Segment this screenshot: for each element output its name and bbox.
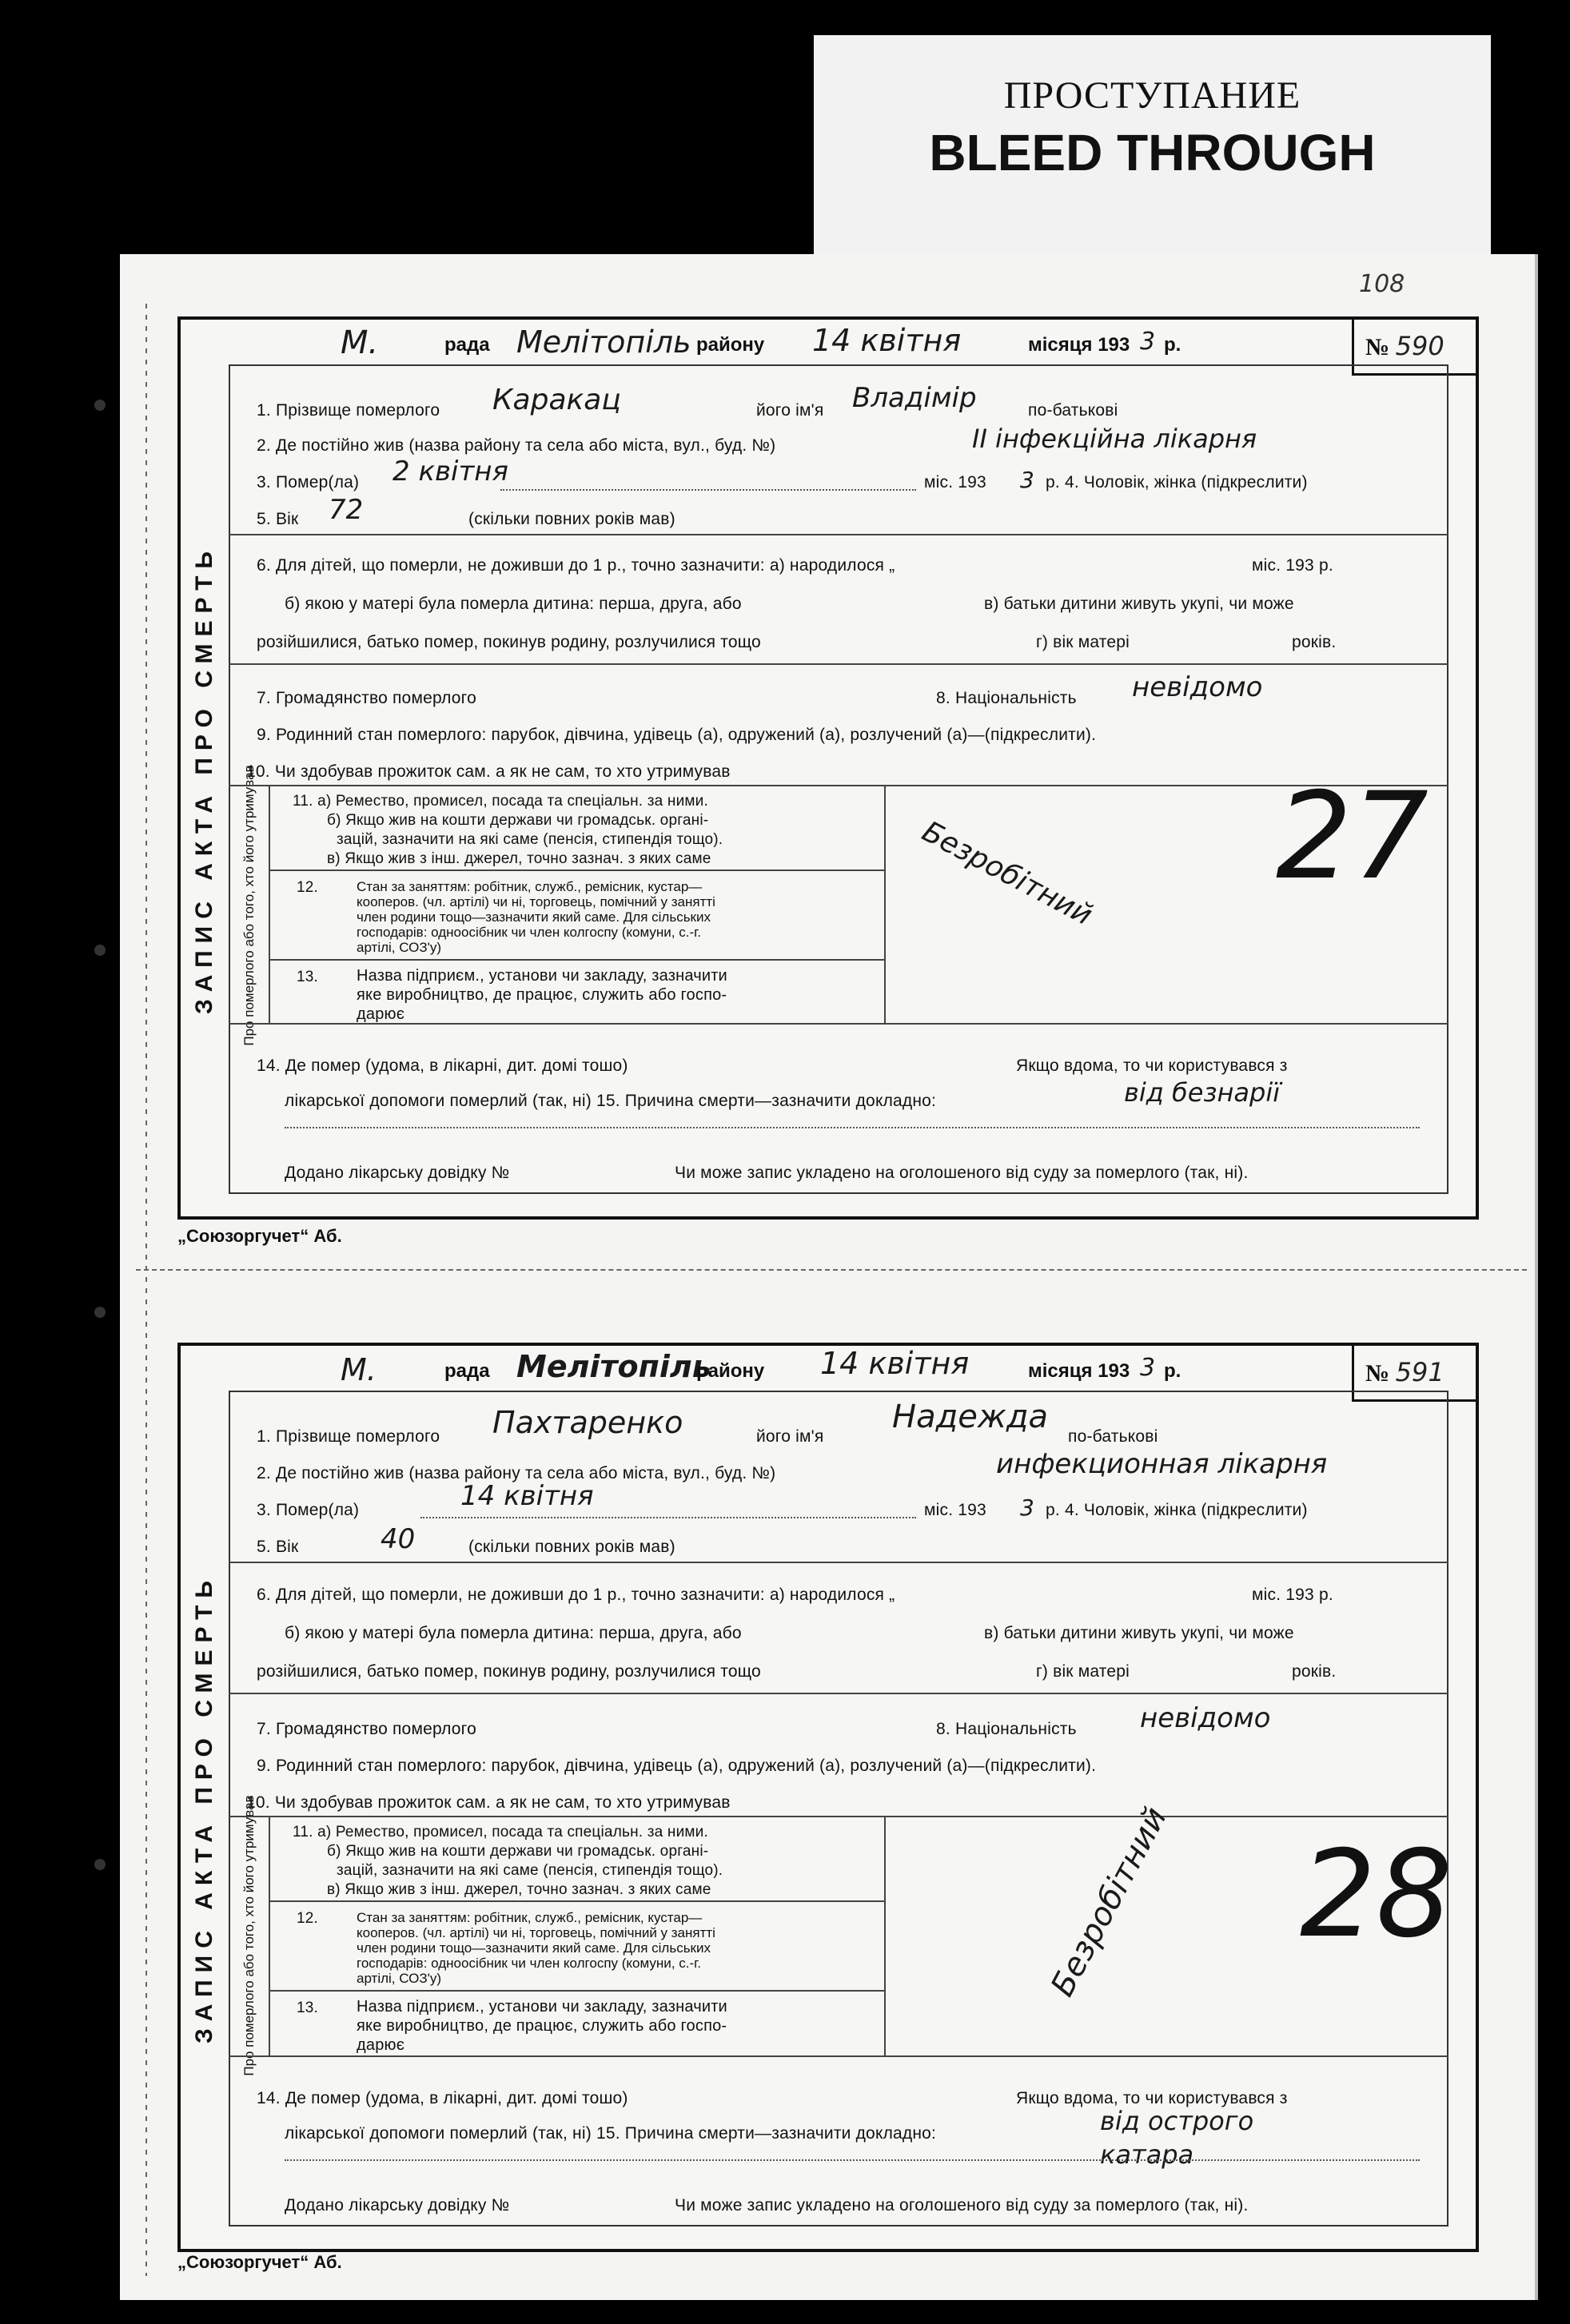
field-11b-label: б) Якщо жив на кошти держави чи громадськ. органі- (327, 1843, 709, 1860)
field-4-label: р. 4. Чоловік, жінка (підкреслити) (1046, 473, 1308, 491)
field-12-line2: кооперов. (чл. артілі) чи ні, торговець, помічний у занятті (357, 1925, 715, 1940)
field-6b-label: б) якою у матері була померла дитина: перша, друга, або (285, 595, 742, 613)
field-11c-label: в) Якщо жив з інш. джерел, точно зазнач. з яких саме (327, 1881, 711, 1898)
field-6c-cont: розійшилися, батько помер, покинув родину, розлучилися тощо (257, 633, 761, 651)
field-1-name-label: його ім'я (756, 1427, 824, 1446)
field-3-year-label: міс. 193 (924, 473, 986, 491)
number-sign: № (1365, 334, 1390, 360)
district-name: Мелітопіль (516, 1349, 711, 1384)
surname: Каракац (492, 384, 621, 416)
nationality: невідомо (1132, 671, 1263, 703)
form-side-subtitle: Про померлого або того, хто його утримував (241, 1795, 257, 2076)
field-1-name-label: його ім'я (756, 401, 824, 420)
form-header (181, 320, 1476, 364)
age: 40 (381, 1523, 416, 1555)
form-side-subtitle: Про померлого або того, хто його утримував (241, 765, 257, 1046)
stamped-number: 27 (1276, 767, 1429, 906)
field-6c-label: в) батьки дитини живуть укупі, чи може (984, 595, 1294, 613)
support-note: Безробітний (1044, 1801, 1174, 2003)
field-11b-label: б) Якщо жив на кошти держави чи громадськ. органі- (327, 812, 709, 829)
printer-imprint: „Союзоргучет“ Аб. (177, 2252, 342, 2272)
field-12-line3: член родини тощо—зазначити який саме. Для сільських (357, 909, 711, 925)
field-9-label: 9. Родинний стан померлого: парубок, дівчина, удівець (а), одружений (а), розлучений (а)—(підкреслити). (257, 726, 1097, 744)
bleed-through-label-en: BLEED THROUGH (929, 124, 1376, 181)
field-16-court-label: Чи може запис укладено на оголошеного від суду за померлого (так, ні). (675, 1164, 1249, 1182)
field-6d-label: г) вік матері (1036, 633, 1130, 651)
field-6a-month-label: міс. 193 р. (1252, 556, 1333, 575)
field-6a-label: 6. Для дітей, що померли, не доживши до 1 р., точно зазначити: а) народилося „ (257, 556, 895, 575)
field-13-line2: яке виробництво, де працює, служить або госпо- (357, 986, 727, 1004)
field-14-home-label: Якщо вдома, то чи користувався з (1016, 1057, 1288, 1075)
punch-hole (94, 1307, 106, 1318)
field-12-line2: кооперов. (чл. артілі) чи ні, торговець, помічний у занятті (357, 894, 715, 909)
field-12-line1: Стан за заняттям: робітник, служб., ремісник, кустар— (357, 879, 703, 894)
field-2-label: 2. Де постійно жив (назва району та села або міста, вул., буд. №) (257, 1464, 776, 1482)
field-8-label: 8. Національність (936, 689, 1077, 707)
record-date: 14 квітня (820, 1346, 970, 1381)
field-13-line3: дарює (357, 1005, 405, 1023)
death-cause: від острого катара (1100, 2106, 1254, 2170)
field-7-label: 7. Громадянство померлого (257, 689, 476, 707)
district-name: Мелітопіль (516, 324, 691, 360)
field-14-label: 14. Де помер (удома, в лікарні, дит. домі тошо) (257, 1057, 628, 1075)
year-suffix: р. (1164, 1360, 1181, 1382)
field-1-patronymic-label: по-батькові (1028, 401, 1118, 420)
surname: Пахтаренко (492, 1405, 683, 1440)
form-header (181, 1346, 1476, 1391)
field-16-label: Додано лікарську довідку № (285, 1164, 510, 1182)
field-11c-label: в) Якщо жив з інш. джерел, точно зазнач. з яких саме (327, 850, 711, 867)
council-name: М. (341, 1352, 377, 1387)
nationality: невідомо (1140, 1702, 1271, 1734)
field-5-label: 5. Вік (257, 510, 299, 528)
field-6c-cont: розійшилися, батько помер, покинув родину, розлучилися тощо (257, 1662, 761, 1681)
number-sign: № (1365, 1360, 1390, 1387)
field-5-label: 5. Вік (257, 1538, 299, 1556)
death-date: 14 квітня (460, 1480, 594, 1512)
field-14-home-label: Якщо вдома, то чи користувався з (1016, 2089, 1288, 2107)
form-side-title: ЗАПИС АКТА ПРО СМЕРТЬ (191, 544, 217, 1014)
field-6c-label: в) батьки дитини живуть укупі, чи може (984, 1624, 1294, 1642)
field-12-line1: Стан за заняттям: робітник, служб., ремісник, кустар— (357, 1910, 703, 1925)
field-14-label: 14. Де помер (удома, в лікарні, дит. домі тошо) (257, 2089, 628, 2107)
field-10-label: 10. Чи здобував прожиток сам. а як не сам, то хто утримував (246, 762, 731, 781)
residence: инфекционная лікарня (996, 1448, 1328, 1480)
field-15-label: лікарської допомоги померлий (так, ні) 15. Причина смерти—зазначити докладно: (285, 1092, 937, 1110)
field-5-note: (скільки повних років мав) (468, 510, 675, 528)
month-label: місяця 193 (1028, 1360, 1130, 1382)
death-record-form (177, 316, 1479, 1220)
field-2-label: 2. Де постійно жив (назва району та села або міста, вул., буд. №) (257, 436, 776, 455)
bleed-through-label-ru: ПРОСТУПАНИЕ (1003, 74, 1301, 117)
archive-page-number: 108 (1359, 270, 1405, 298)
record-number: 590 (1395, 331, 1444, 361)
perforation-line (145, 304, 147, 2276)
death-year-digit: 3 (1020, 1494, 1034, 1521)
field-10-label: 10. Чи здобував прожиток сам. а як не сам, то хто утримував (246, 1793, 731, 1812)
month-label: місяця 193 (1028, 334, 1130, 356)
field-11b-cont: зацій, зазначити на які саме (пенсія, стипендія тощо). (337, 1862, 723, 1879)
year-suffix: р. (1164, 334, 1181, 356)
field-6d-unit: років. (1292, 633, 1337, 651)
rayonu-label: району (696, 1360, 765, 1382)
field-5-note: (скільки повних років мав) (468, 1538, 675, 1556)
field-1-label: 1. Прізвище померлого (257, 1427, 440, 1446)
support-note: Безробітний (916, 815, 1098, 933)
death-year-digit: 3 (1020, 467, 1034, 493)
field-8-label: 8. Національність (936, 1720, 1077, 1738)
field-1-label: 1. Прізвище померлого (257, 401, 440, 420)
rada-label: рада (444, 1360, 490, 1382)
printer-imprint: „Союзоргучет“ Аб. (177, 1226, 342, 1246)
field-13-line2: яке виробництво, де працює, служить або госпо- (357, 2017, 727, 2035)
field-13-line1: Назва підприєм., установи чи закладу, зазначити (357, 967, 727, 985)
record-date: 14 квітня (812, 323, 962, 358)
field-11a-label: 11. а) Ремество, промисел, посада та спеціальн. за ними. (293, 1824, 708, 1840)
field-12-line5: артілі, СОЗ'у) (357, 1971, 442, 1986)
field-3-label: 3. Помер(ла) (257, 473, 360, 491)
death-cause: від безнарії (1124, 1077, 1281, 1108)
council-name: М. (341, 324, 379, 361)
death-date: 2 квітня (392, 456, 508, 487)
form-separator (136, 1269, 1527, 1271)
punch-hole (94, 400, 106, 411)
field-13-number: 13. (297, 2000, 319, 2016)
field-12-line5: артілі, СОЗ'у) (357, 940, 442, 955)
age: 72 (329, 494, 364, 526)
field-11a-label: 11. а) Ремество, промисел, посада та спеціальн. за ними. (293, 793, 708, 810)
field-12-line4: господарів: одноосібник чи член колгоспу (комуни, с.-г. (357, 1956, 701, 1971)
field-11b-cont: зацій, зазначити на які саме (пенсія, стипендія тощо). (337, 831, 723, 848)
record-number: 591 (1395, 1357, 1444, 1387)
rayonu-label: району (696, 334, 765, 356)
field-13-line1: Назва підприєм., установи чи закладу, зазначити (357, 1998, 727, 2016)
field-6b-label: б) якою у матері була померла дитина: перша, друга, або (285, 1624, 742, 1642)
bleed-through-label (814, 35, 1491, 261)
field-3-year-label: міс. 193 (924, 1501, 986, 1519)
field-12-line3: член родини тощо—зазначити який саме. Для сільських (357, 1940, 711, 1956)
field-16-court-label: Чи може запис укладено на оголошеного від суду за померлого (так, ні). (675, 2196, 1249, 2215)
first-name: Надежда (892, 1399, 1049, 1435)
field-12-line4: господарів: одноосібник чи член колгоспу (комуни, с.-г. (357, 925, 701, 940)
punch-hole (94, 1859, 106, 1870)
field-6d-unit: років. (1292, 1662, 1337, 1681)
field-7-label: 7. Громадянство померлого (257, 1720, 476, 1738)
year-digit: 3 (1140, 328, 1156, 356)
rada-label: рада (444, 334, 490, 356)
field-16-label: Додано лікарську довідку № (285, 2196, 510, 2215)
stamped-number: 28 (1300, 1825, 1452, 1964)
field-13-line3: дарює (357, 2036, 405, 2054)
residence: II інфекційна лікарня (972, 424, 1257, 454)
punch-hole (94, 945, 106, 956)
death-record-form (177, 1343, 1479, 2252)
field-6d-label: г) вік матері (1036, 1662, 1130, 1681)
field-3-label: 3. Помер(ла) (257, 1501, 360, 1519)
field-9-label: 9. Родинний стан померлого: парубок, дівчина, удівець (а), одружений (а), розлучений (а)—(підкреслити). (257, 1757, 1097, 1775)
field-12-number: 12. (297, 1910, 319, 1927)
field-12-number: 12. (297, 879, 319, 896)
year-digit: 3 (1140, 1354, 1156, 1382)
form-side-title: ЗАПИС АКТА ПРО СМЕРТЬ (191, 1574, 217, 2043)
field-4-label: р. 4. Чоловік, жінка (підкреслити) (1046, 1501, 1308, 1519)
field-6a-month-label: міс. 193 р. (1252, 1586, 1333, 1604)
first-name: Владімір (852, 382, 977, 414)
field-1-patronymic-label: по-батькові (1068, 1427, 1158, 1446)
field-13-number: 13. (297, 969, 319, 985)
field-6a-label: 6. Для дітей, що померли, не доживши до 1 р., точно зазначити: а) народилося „ (257, 1586, 895, 1604)
field-15-label: лікарської допомоги померлий (так, ні) 15. Причина смерти—зазначити докладно: (285, 2124, 937, 2143)
